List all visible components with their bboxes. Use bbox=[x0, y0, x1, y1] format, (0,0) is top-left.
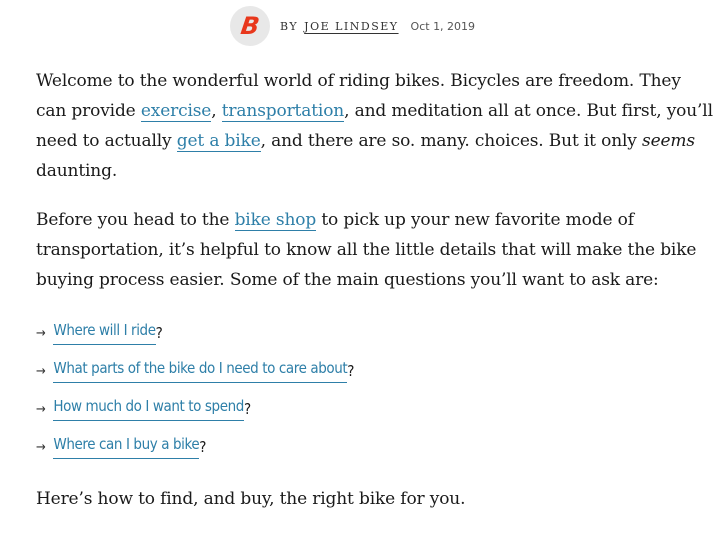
question-link-spend[interactable]: How much do I want to spend bbox=[53, 397, 244, 421]
text: Welcome to the wonderful world of riding bikes. Bicycles are freedom. They can provide bbox=[36, 71, 681, 121]
get-a-bike-link[interactable]: get a bike bbox=[176, 131, 261, 151]
text: Before you head to the bbox=[36, 210, 235, 230]
text: , bbox=[211, 101, 222, 121]
list-item bbox=[36, 428, 716, 466]
question-mark: ? bbox=[199, 438, 207, 456]
list-item bbox=[36, 390, 716, 428]
bike-shop-link[interactable]: bike shop bbox=[234, 210, 317, 230]
transportation-link[interactable]: transportation bbox=[221, 101, 345, 121]
question-mark: ? bbox=[347, 362, 355, 380]
logo-letter: B bbox=[238, 12, 262, 40]
text: , and there are so. many. choices. But it only bbox=[260, 131, 642, 151]
closing-paragraph: Here’s how to find, and buy, the right bike for you. bbox=[36, 489, 466, 509]
exercise-link[interactable]: exercise bbox=[140, 101, 212, 121]
arrow-right-icon: → bbox=[36, 363, 46, 379]
emphasis-seems: seems bbox=[642, 131, 695, 151]
article-body bbox=[36, 66, 716, 533]
byline-by: BY bbox=[280, 19, 299, 33]
publish-date: Oct 1, 2019 bbox=[410, 19, 476, 33]
arrow-right-icon: → bbox=[36, 439, 46, 455]
question-link-where-buy[interactable]: Where can I buy a bike bbox=[53, 435, 199, 459]
second-paragraph bbox=[36, 205, 716, 295]
questions-list bbox=[36, 314, 716, 466]
question-link-bike-parts[interactable]: What parts of the bike do I need to care about bbox=[53, 359, 347, 383]
text: to pick up your new favorite mode of transportation, it’s helpful to know all the little details that will make the bike buying process easier. Some of the main questions you’ll want to ask are: bbox=[36, 210, 697, 290]
intro-paragraph bbox=[36, 66, 716, 186]
bicycling-logo[interactable] bbox=[230, 6, 270, 46]
question-link-where-ride[interactable]: Where will I ride bbox=[53, 321, 155, 345]
list-item bbox=[36, 314, 716, 352]
question-mark: ? bbox=[155, 324, 163, 342]
arrow-right-icon: → bbox=[36, 401, 46, 417]
author-link[interactable]: JOE LINDSEY bbox=[304, 19, 399, 33]
article-byline bbox=[230, 6, 475, 46]
text: daunting. bbox=[36, 161, 118, 181]
question-mark: ? bbox=[243, 400, 251, 418]
text: , and meditation all at once. But first, you’ll need to actually bbox=[36, 101, 713, 151]
arrow-right-icon: → bbox=[36, 325, 46, 341]
list-item bbox=[36, 352, 716, 390]
